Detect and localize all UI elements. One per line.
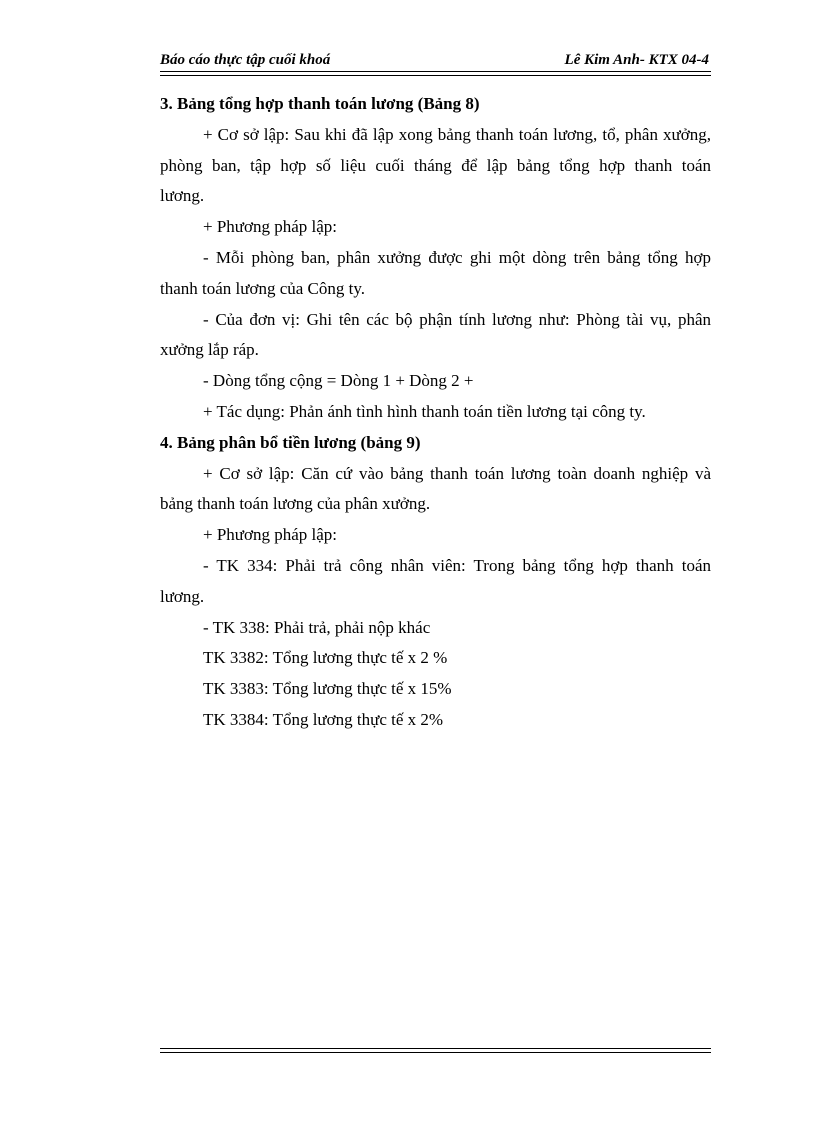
paragraph-text: TK 3383: Tổng lương thực tế x 15% xyxy=(203,679,452,699)
paragraph-text: - TK 338: Phải trả, phải nộp khác xyxy=(203,617,431,637)
document-body xyxy=(160,89,711,736)
paragraph-text: phòng ban, tập hợp số liệu cuối tháng để lập bảng tổng hợp thanh toán xyxy=(160,155,711,175)
paragraph-text: lương. xyxy=(160,186,205,206)
paragraph-text: lương. xyxy=(160,586,205,606)
paragraph-text: bảng thanh toán lương của phân xưởng. xyxy=(160,494,431,514)
paragraph-text: TK 3382: Tổng lương thực tế x 2 % xyxy=(203,648,448,668)
footer-divider xyxy=(160,1048,711,1053)
paragraph-text: + Cơ sở lập: Căn cứ vào bảng thanh toán lương toàn doanh nghiệp và xyxy=(203,463,711,483)
header-report-title: Báo cáo thực tập cuối khoá xyxy=(160,52,331,68)
paragraph-text: + Tác dụng: Phản ánh tình hình thanh toán tiền lương tại công ty. xyxy=(203,401,646,421)
paragraph-text: xưởng lắp ráp. xyxy=(160,340,259,360)
header-divider xyxy=(160,71,711,76)
paragraph-text: - Mỗi phòng ban, phân xưởng được ghi một dòng trên bảng tổng hợp xyxy=(203,247,711,267)
paragraph-text: TK 3384: Tổng lương thực tế x 2% xyxy=(203,709,444,729)
page-header xyxy=(160,46,711,72)
paragraph-text: + Phương pháp lập: xyxy=(203,525,338,545)
paragraph-text: - Của đơn vị: Ghi tên các bộ phận tính lương như: Phòng tài vụ, phân xyxy=(203,309,711,329)
section-4-heading: 4. Bảng phân bổ tiền lương (bảng 9) xyxy=(160,432,421,452)
paragraph-text: thanh toán lương của Công ty. xyxy=(160,278,366,298)
header-author: Lê Kim Anh- KTX 04-4 xyxy=(564,52,709,68)
paragraph-text: - TK 334: Phải trả công nhân viên: Trong bảng tổng hợp thanh toán xyxy=(203,555,711,575)
paragraph-text: - Dòng tổng cộng = Dòng 1 + Dòng 2 + xyxy=(203,371,474,391)
paragraph-text: + Cơ sở lập: Sau khi đã lập xong bảng thanh toán lương, tổ, phân xưởng, xyxy=(203,124,711,144)
paragraph-text: + Phương pháp lập: xyxy=(203,217,338,237)
section-3-heading: 3. Bảng tổng hợp thanh toán lương (Bảng 8) xyxy=(160,94,480,113)
